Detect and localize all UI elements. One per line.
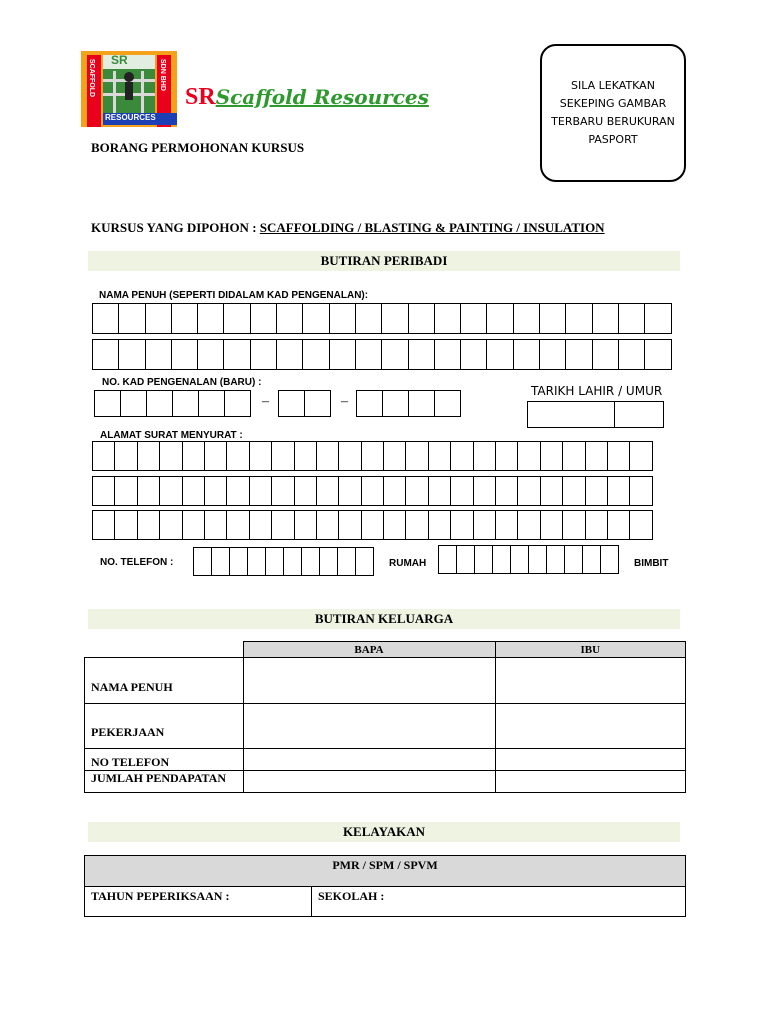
brand-sr: SR [185,84,216,110]
address-char-box[interactable] [607,510,630,540]
school-label: SEKOLAH : [318,889,385,903]
course-label: KURSUS YANG DIPOHON : [91,220,260,235]
logo-sr-text: SR [111,53,128,67]
name-char-box[interactable] [118,303,145,334]
ic-char-box[interactable] [94,390,121,417]
address-char-box[interactable] [607,441,630,471]
address-char-box[interactable] [629,476,652,506]
home-label: RUMAH [389,558,427,569]
name-char-box[interactable] [223,303,250,334]
address-char-box[interactable] [383,441,406,471]
address-char-box[interactable] [204,441,227,471]
ic-number-label: NO. KAD PENGENALAN (BARU) : [102,377,262,388]
address-char-box[interactable] [159,441,182,471]
address-char-box[interactable] [271,441,294,471]
address-char-box[interactable] [182,510,205,540]
address-char-box[interactable] [450,441,473,471]
dob-box[interactable] [527,401,615,428]
ic-char-box[interactable] [224,390,251,417]
address-char-box[interactable] [405,441,428,471]
name-char-box[interactable] [381,339,408,370]
row-occupation: PEKERJAAN [85,704,244,749]
address-char-box[interactable] [585,510,608,540]
address-char-box[interactable] [182,441,205,471]
name-char-box[interactable] [565,339,592,370]
section-family-details: BUTIRAN KELUARGA [88,609,680,629]
address-char-box[interactable] [316,441,339,471]
dob-age-label: TARIKH LAHIR / UMUR [531,384,663,398]
name-char-box[interactable] [171,339,198,370]
address-char-box[interactable] [361,476,384,506]
name-char-box[interactable] [171,303,198,334]
ic-char-box[interactable] [382,390,409,417]
phone-char-box[interactable] [528,545,547,574]
address-char-box[interactable] [450,476,473,506]
ic-char-box[interactable] [146,390,173,417]
address-char-box[interactable] [517,510,540,540]
address-char-box[interactable] [361,510,384,540]
address-char-box[interactable] [562,476,585,506]
name-char-box[interactable] [145,339,172,370]
address-char-box[interactable] [383,510,406,540]
name-char-box[interactable] [486,303,513,334]
address-char-box[interactable] [92,510,115,540]
name-char-box[interactable] [513,303,540,334]
phone-char-box[interactable] [211,547,230,576]
logo-word-sdn-bhd: SDN BHD [159,59,166,91]
address-char-box[interactable] [316,476,339,506]
course-options: SCAFFOLDING / BLASTING & PAINTING / INSULATION [259,220,605,235]
name-char-box[interactable] [250,339,277,370]
logo-word-scaffold: SCAFFOLD [88,59,95,98]
section-qualification: KELAYAKAN [88,822,680,842]
address-char-box[interactable] [159,476,182,506]
exam-header: PMR / SPM / SPVM [85,856,686,887]
ic-char-box[interactable] [198,390,225,417]
address-char-box[interactable] [92,476,115,506]
ic-char-box[interactable] [278,390,305,417]
address-char-box[interactable] [473,441,496,471]
name-char-box[interactable] [302,303,329,334]
address-char-box[interactable] [540,476,563,506]
logo-word-resources: RESOURCES [105,113,156,122]
address-char-box[interactable] [405,510,428,540]
name-char-box[interactable] [565,303,592,334]
address-char-box[interactable] [137,510,160,540]
name-char-box[interactable] [223,339,250,370]
father-occupation-field[interactable] [243,704,495,749]
address-char-box[interactable] [629,510,652,540]
address-char-box[interactable] [316,510,339,540]
name-char-box[interactable] [434,339,461,370]
address-char-box[interactable] [226,441,249,471]
dob-age-boxes[interactable] [527,401,664,428]
name-char-box[interactable] [355,303,382,334]
address-char-box[interactable] [114,441,137,471]
address-char-box[interactable] [540,441,563,471]
address-char-box[interactable] [495,510,518,540]
phone-char-box[interactable] [600,545,619,574]
name-char-box[interactable] [644,339,671,370]
address-char-box[interactable] [361,441,384,471]
address-char-box[interactable] [517,441,540,471]
family-table-corner [85,642,244,658]
address-char-box[interactable] [294,441,317,471]
phone-char-box[interactable] [510,545,529,574]
col-father: BAPA [243,642,495,658]
name-char-box[interactable] [592,303,619,334]
name-char-box[interactable] [302,339,329,370]
address-char-box[interactable] [92,441,115,471]
address-char-box[interactable] [114,510,137,540]
name-char-box[interactable] [250,303,277,334]
row-full-name: NAMA PENUH [85,658,244,704]
ic-char-box[interactable] [356,390,383,417]
ic-char-box[interactable] [172,390,199,417]
exam-year-label: TAHUN PEPERIKSAAN : [91,889,230,903]
full-name-label: NAMA PENUH (SEPERTI DIDALAM KAD PENGENALAN): [99,290,369,301]
name-char-box[interactable] [197,303,224,334]
mother-full-name-field[interactable] [495,658,686,704]
name-char-box[interactable] [539,303,566,334]
phone-char-box[interactable] [283,547,302,576]
name-char-box[interactable] [434,303,461,334]
address-char-box[interactable] [249,476,272,506]
name-char-box[interactable] [381,303,408,334]
school-field[interactable] [312,887,686,917]
phone-label: NO. TELEFON : [100,557,174,568]
address-char-box[interactable] [137,441,160,471]
ic-char-box[interactable] [408,390,435,417]
address-char-box[interactable] [249,510,272,540]
mother-income-field[interactable] [495,771,686,793]
name-char-box[interactable] [92,339,119,370]
phone-char-box[interactable] [564,545,583,574]
qualification-table [84,855,686,917]
ic-dash-2: – [341,394,348,409]
address-char-box[interactable] [338,476,361,506]
name-char-box[interactable] [460,339,487,370]
full-name-boxes-row-1[interactable] [92,303,672,334]
phone-char-box[interactable] [582,545,601,574]
ic-char-box[interactable] [434,390,461,417]
phone-char-box[interactable] [456,545,475,574]
name-char-box[interactable] [145,303,172,334]
mother-phone-field[interactable] [495,749,686,771]
address-char-box[interactable] [294,476,317,506]
ic-boxes-part-3[interactable] [356,390,461,417]
mother-occupation-field[interactable] [495,704,686,749]
name-char-box[interactable] [276,303,303,334]
ic-char-box[interactable] [120,390,147,417]
address-char-box[interactable] [405,476,428,506]
course-applied [91,220,605,236]
address-char-box[interactable] [428,441,451,471]
name-char-box[interactable] [197,339,224,370]
address-char-box[interactable] [450,510,473,540]
name-char-box[interactable] [355,339,382,370]
phone-char-box[interactable] [355,547,374,576]
address-char-box[interactable] [428,476,451,506]
address-char-box[interactable] [585,476,608,506]
name-char-box[interactable] [592,339,619,370]
ic-char-box[interactable] [304,390,331,417]
photo-instruction: SILA LEKATKAN SEKEPING GAMBAR TERBARU BERUKURAN PASPORT [551,79,675,146]
address-char-box[interactable] [473,510,496,540]
address-char-box[interactable] [182,476,205,506]
address-char-box[interactable] [226,476,249,506]
address-char-box[interactable] [383,476,406,506]
address-char-box[interactable] [249,441,272,471]
name-char-box[interactable] [539,339,566,370]
mailing-address-label: ALAMAT SURAT MENYURAT : [100,430,243,441]
address-char-box[interactable] [137,476,160,506]
name-char-box[interactable] [329,339,356,370]
passport-photo-box [540,44,686,182]
phone-char-box[interactable] [474,545,493,574]
phone-mobile-boxes[interactable] [438,545,619,574]
address-char-box[interactable] [495,476,518,506]
address-char-box[interactable] [226,510,249,540]
address-char-box[interactable] [585,441,608,471]
form-title: BORANG PERMOHONAN KURSUS [91,140,305,155]
address-char-box[interactable] [607,476,630,506]
address-char-box[interactable] [204,510,227,540]
row-income: JUMLAH PENDAPATAN [85,771,244,793]
phone-char-box[interactable] [247,547,266,576]
phone-char-box[interactable] [193,547,212,576]
phone-char-box[interactable] [301,547,320,576]
address-boxes-row-2[interactable] [92,476,653,506]
brand-scaffold-resources: Scaffold Resources [215,85,429,109]
address-char-box[interactable] [271,476,294,506]
address-char-box[interactable] [562,441,585,471]
name-char-box[interactable] [513,339,540,370]
address-char-box[interactable] [204,476,227,506]
family-table [84,641,686,793]
address-char-box[interactable] [495,441,518,471]
company-logo [81,51,177,127]
name-char-box[interactable] [618,303,645,334]
ic-dash-1: – [262,394,269,409]
address-char-box[interactable] [473,476,496,506]
name-char-box[interactable] [329,303,356,334]
address-boxes-row-1[interactable] [92,441,653,471]
name-char-box[interactable] [408,339,435,370]
phone-char-box[interactable] [337,547,356,576]
name-char-box[interactable] [92,303,119,334]
address-char-box[interactable] [540,510,563,540]
name-char-box[interactable] [118,339,145,370]
name-char-box[interactable] [408,303,435,334]
name-char-box[interactable] [460,303,487,334]
age-box[interactable] [614,401,664,428]
section-personal-details: BUTIRAN PERIBADI [88,251,680,271]
address-char-box[interactable] [629,441,652,471]
name-char-box[interactable] [276,339,303,370]
phone-char-box[interactable] [492,545,511,574]
brand-name [185,84,429,111]
name-char-box[interactable] [618,339,645,370]
phone-char-box[interactable] [265,547,284,576]
full-name-boxes-row-2[interactable] [92,339,672,370]
address-char-box[interactable] [338,510,361,540]
father-full-name-field[interactable] [243,658,495,704]
name-char-box[interactable] [486,339,513,370]
phone-char-box[interactable] [319,547,338,576]
father-income-field[interactable] [243,771,495,793]
address-boxes-row-3[interactable] [92,510,653,540]
ic-boxes-part-1[interactable] [94,390,251,417]
name-char-box[interactable] [644,303,671,334]
col-mother: IBU [495,642,686,658]
address-char-box[interactable] [271,510,294,540]
address-char-box[interactable] [562,510,585,540]
phone-char-box[interactable] [438,545,457,574]
exam-year-field[interactable] [85,887,312,917]
address-char-box[interactable] [517,476,540,506]
row-phone: NO TELEFON [85,749,244,771]
address-char-box[interactable] [338,441,361,471]
phone-home-boxes[interactable] [193,547,374,576]
phone-char-box[interactable] [229,547,248,576]
father-phone-field[interactable] [243,749,495,771]
phone-char-box[interactable] [546,545,565,574]
ic-boxes-part-2[interactable] [278,390,331,417]
address-char-box[interactable] [159,510,182,540]
mobile-label: BIMBIT [634,558,669,569]
address-char-box[interactable] [114,476,137,506]
address-char-box[interactable] [428,510,451,540]
address-char-box[interactable] [294,510,317,540]
